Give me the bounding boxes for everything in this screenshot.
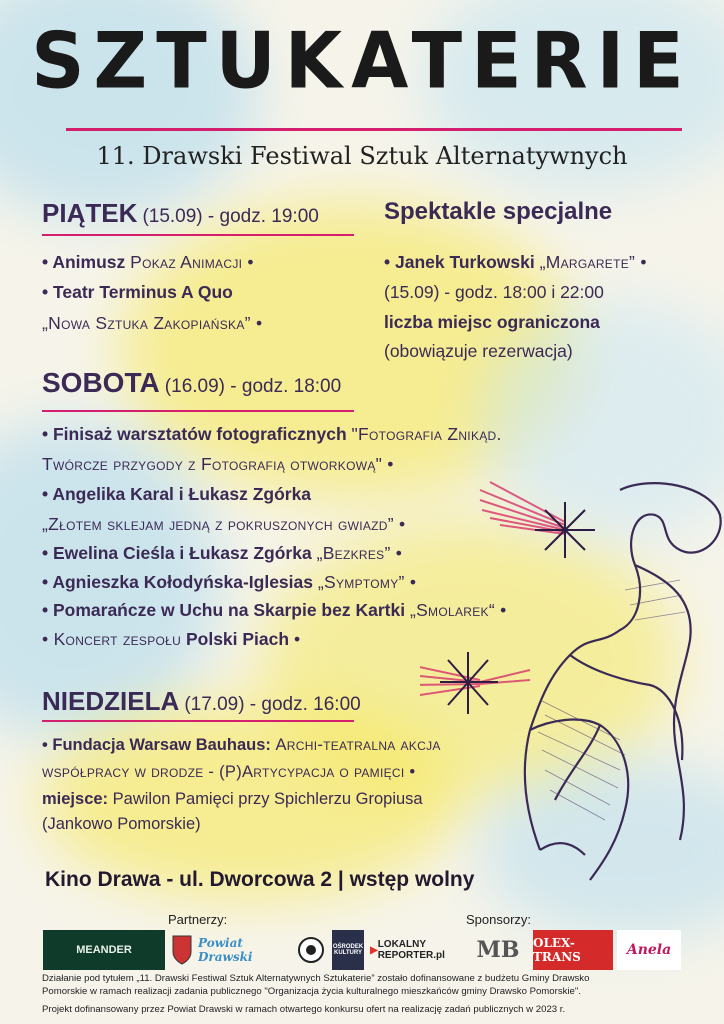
- anela-logo: [617, 930, 681, 970]
- funding-note-1: Działanie pod tytułem „11. Drawski Festiwal Sztuk Alternatywnych Sztukaterie” zostało dofinansowane z budżetu Gminy Drawsko: [42, 973, 590, 984]
- saturday-line-4: „Złotem sklejam jedną z pokruszonych gwiazd” •: [42, 514, 406, 534]
- saturday-performers-1: • Angelika Karal i Łukasz Zgórka: [42, 484, 312, 504]
- mb-logo-text: MB: [476, 937, 520, 963]
- friday-line-2: [42, 282, 233, 303]
- sunday-heading: [42, 686, 361, 717]
- sunday-line-4: (Jankowo Pomorskie): [42, 815, 201, 833]
- saturday-line-3: [42, 484, 311, 505]
- saturday-line-6: [42, 572, 416, 593]
- sunday-place: Pawilon Pamięci przy Spichlerzu Gropiusa: [112, 790, 423, 808]
- saturday-day: SOBOTA: [42, 367, 160, 398]
- friday-line-1: [42, 252, 254, 273]
- saturday-workshop-title: "Fotografia Znikąd.: [351, 424, 502, 444]
- sunday-line-3: [42, 790, 423, 809]
- anela-logo-text: Anela: [626, 942, 672, 958]
- friday-performer-2: • Teatr Terminus A Quo: [42, 282, 233, 302]
- sunday-line-2: współpracy w drodze - (P)Artycypacja o pamięci •: [42, 763, 416, 781]
- powiat-logo-text: Powiat Drawski: [198, 936, 253, 964]
- saturday-heading: [42, 367, 341, 399]
- saturday-line-2: Twórcze przygody z Fotografią otworkową" •: [42, 454, 394, 474]
- sunday-line-1: [42, 736, 441, 755]
- sunday-title: Archi-teatralna akcja: [275, 736, 441, 754]
- sunday-place-label: miejsce:: [42, 790, 109, 808]
- saturday-info: (16.09) - godz. 18:00: [164, 376, 342, 397]
- special-line-1: [384, 252, 647, 273]
- lokalny-logo-text: LOKALNY REPORTER.pl: [377, 939, 445, 961]
- dancer-shading: [538, 580, 685, 820]
- play-icon: ▶: [370, 944, 378, 956]
- special-heading: Spektakle specjalne: [384, 198, 613, 225]
- venue-info: Kino Drawa - ul. Dworcowa 2 | wstęp wolny: [45, 868, 475, 891]
- special-title: „Margarete” •: [539, 252, 647, 272]
- special-performer: • Janek Turkowski: [384, 252, 535, 272]
- meander-logo-text: MEANDER: [76, 944, 132, 956]
- saturday-bullet: •: [293, 629, 301, 649]
- dancer-figure: [525, 483, 721, 880]
- funding-note-2: Pomorskie w ramach realizacji zadania publicznego "Organizacja życia kulturalnego mieszkańców gminy Drawsko Pomorskie".: [42, 986, 581, 997]
- friday-heading: [42, 198, 319, 229]
- sponsors-label: Sponsorzy:: [466, 912, 532, 927]
- saturday-performer-3: • Agnieszka Kołodyńska-Iglesias: [42, 572, 313, 592]
- emblem-icon: [297, 936, 325, 964]
- title-rule: [66, 128, 682, 131]
- friday-performer: • Animusz: [42, 252, 126, 272]
- powiat-drawski-logo: [198, 930, 290, 970]
- saturday-line-5: [42, 543, 402, 564]
- saturday-line-1: [42, 424, 502, 445]
- saturday-workshop: • Finisaż warsztatów fotograficznych: [42, 424, 347, 444]
- special-line-4: (obowiązuje rezerwacja): [384, 341, 573, 361]
- mb-stomatologia-logo: [468, 930, 528, 970]
- sunday-organizer: • Fundacja Warsaw Bauhaus:: [42, 736, 271, 754]
- red-rays-upper: [480, 482, 565, 534]
- saturday-line-8: [42, 629, 300, 650]
- osrodek-kultury-logo: [332, 930, 364, 970]
- saturday-performers-2: • Ewelina Cieśla i Łukasz Zgórka: [42, 543, 312, 563]
- partners-label: Partnerzy:: [168, 912, 228, 927]
- sunday-day: NIEDZIELA: [42, 686, 180, 716]
- special-limited: liczba miejsc ograniczona: [384, 312, 600, 332]
- saturday-rule: [42, 410, 354, 412]
- funding-note-3: Projekt dofinansowany przez Powiat Drawski w ramach otwartego konkursu ofert na realizację zadań publicznych w 2023 r.: [42, 1004, 566, 1015]
- saturday-title-4: „Smolarek“ •: [409, 600, 507, 620]
- special-line-2: (15.09) - godz. 18:00 i 22:00: [384, 282, 604, 302]
- friday-day: PIĄTEK: [42, 198, 138, 228]
- meander-logo: [43, 930, 165, 970]
- dancer-illustration: [420, 470, 724, 890]
- crest-icon: [171, 934, 193, 966]
- saturday-concert-label: • Koncert zespołu: [42, 629, 182, 649]
- osrodek-logo-text: OŚRODEK KULTURY: [332, 944, 364, 956]
- sunday-rule: [42, 720, 354, 722]
- lokalny-reporter-logo: [370, 930, 462, 970]
- special-line-3: [384, 312, 600, 333]
- olex-trans-logo: [533, 930, 613, 970]
- saturday-title-3: „Symptomy” •: [317, 572, 417, 592]
- drawsko-crest-logo: [169, 930, 195, 970]
- friday-rule: [42, 234, 354, 236]
- friday-title: Pokaz Animacji •: [130, 252, 254, 272]
- olex-logo-text: OLEX-TRANS: [533, 936, 581, 964]
- friday-line-3: „Nowa Sztuka Zakopiańska” •: [42, 313, 263, 333]
- festival-subtitle: 11. Drawski Festiwal Sztuk Alternatywnych: [96, 142, 628, 170]
- saturday-band: Polski Piach: [185, 629, 290, 649]
- star-burst-lower: [440, 652, 498, 714]
- round-emblem-logo: [296, 930, 326, 970]
- sunday-info: (17.09) - godz. 16:00: [184, 694, 361, 715]
- festival-title: SZTUKATERIE: [31, 15, 693, 107]
- friday-info: (15.09) - godz. 19:00: [142, 206, 319, 227]
- saturday-performer-4: • Pomarańcze w Uchu na Skarpie bez Kartki: [42, 600, 406, 620]
- saturday-title-2: „Bezkres” •: [316, 543, 403, 563]
